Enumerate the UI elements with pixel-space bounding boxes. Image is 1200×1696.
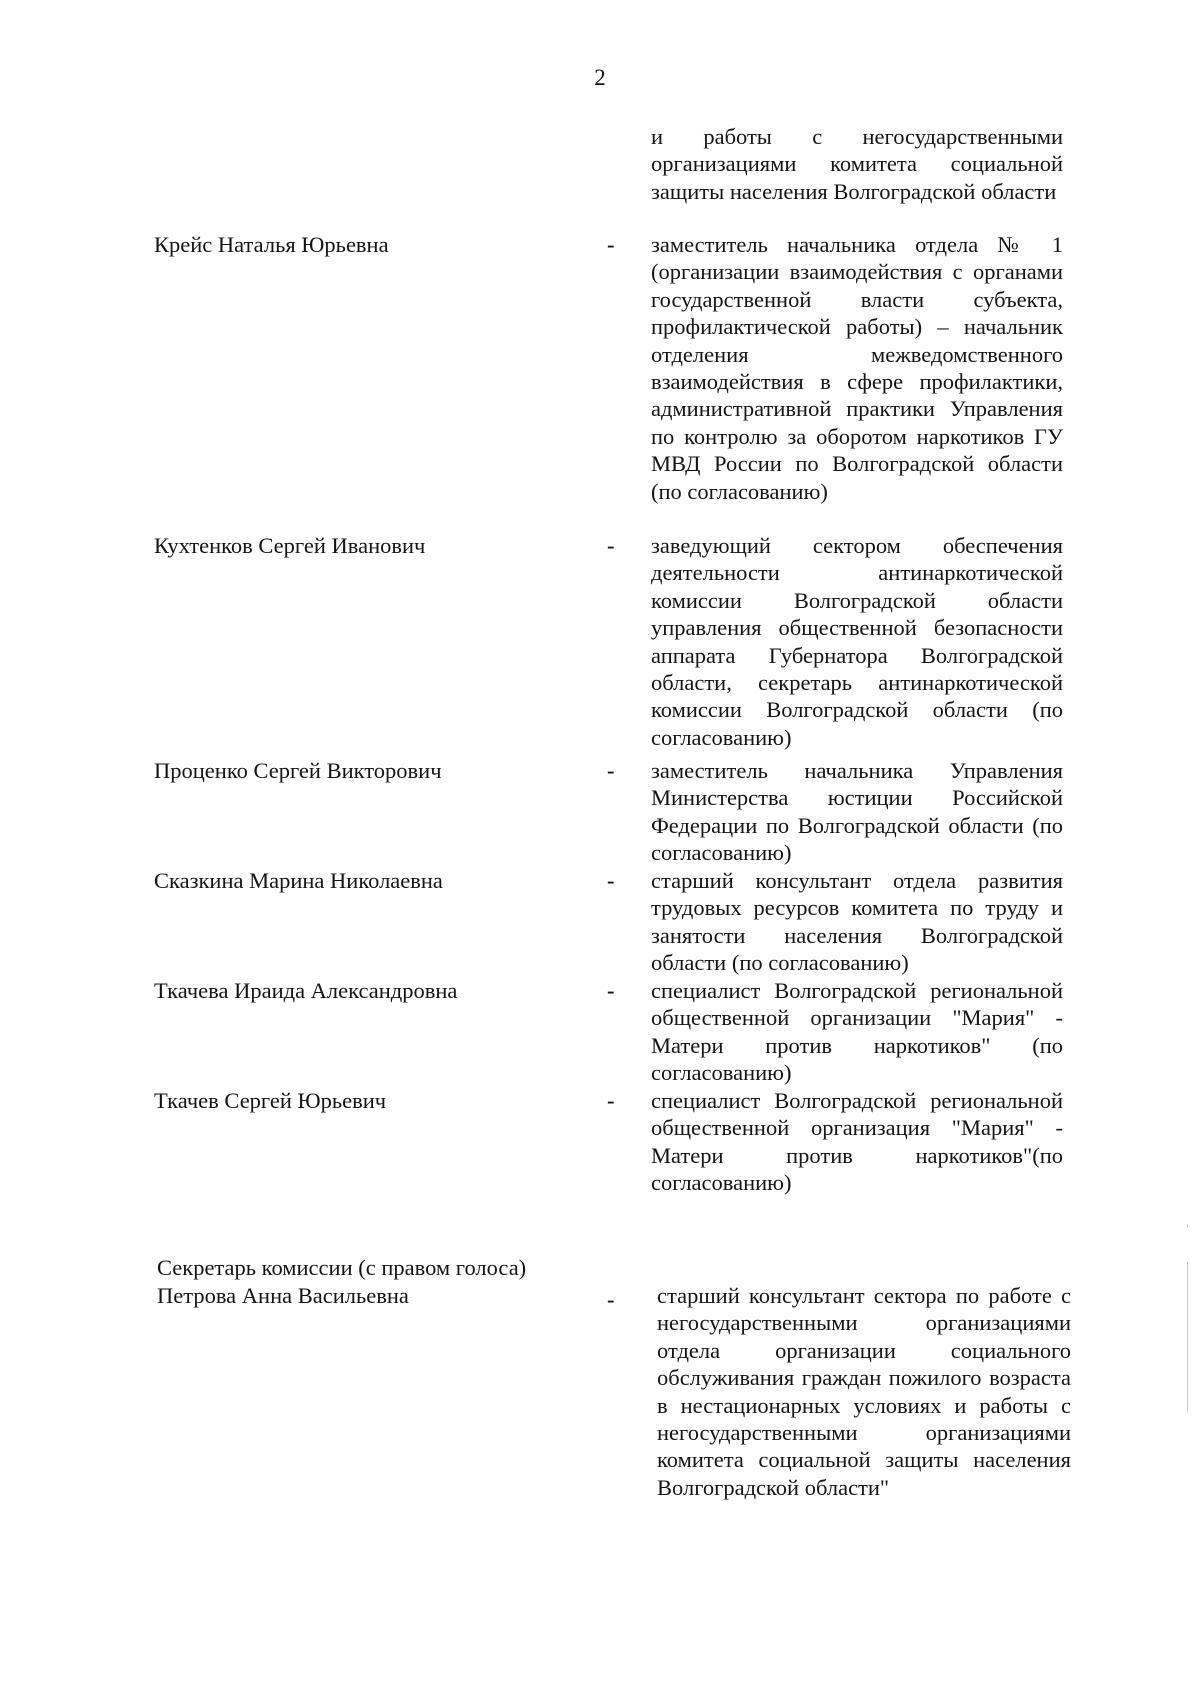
member-name: Кухтенков Сергей Иванович xyxy=(154,533,426,558)
scan-artifact xyxy=(1187,1225,1188,1227)
member-position: специалист Волгоградской региональной общественной организация "Мария" - Матери против наркотиков"(по согласованию) xyxy=(651,1088,1063,1196)
scan-artifact xyxy=(1187,1262,1188,1412)
page-number: 2 xyxy=(594,65,606,90)
member-name: Крейс Наталья Юрьевна xyxy=(154,232,389,257)
dash-separator: - xyxy=(607,232,615,257)
dash-separator: - xyxy=(607,758,615,783)
member-position: специалист Волгоградской региональной общественной организации "Мария" - Матери против наркотиков" (по согласованию) xyxy=(651,978,1063,1086)
dash-separator: - xyxy=(607,1287,615,1312)
dash-separator: - xyxy=(607,533,615,558)
member-name: Сказкина Марина Николаевна xyxy=(154,868,443,893)
dash-separator: - xyxy=(607,1088,615,1113)
member-position: заместитель начальника отдела № 1 (организации взаимодействия с органами государственной власти субъекта, профилактической работы) – начальник отделения межведомственного взаимодействия в сфере профилактики, административной практики Управления по контролю за оборотом наркотиков ГУ МВД России по Волгоградской области (по согласованию) xyxy=(651,232,1063,504)
member-position: заместитель начальника Управления Министерства юстиции Российской Федерации по Волгоградской области (по согласованию) xyxy=(651,758,1063,866)
member-position: старший консультант сектора по работе с негосударственными организациями отдела организации социального обслуживания граждан пожилого возраста в нестационарных условиях и работы с негосударственными организациями комитета социальной защиты населения Волгоградской области" xyxy=(657,1283,1071,1500)
member-name: Ткачева Ираида Александровна xyxy=(154,978,458,1003)
intro-continuation: и работы с негосударственными организациями комитета социальной защиты населения Волгоградской области xyxy=(651,124,1063,204)
member-name: Проценко Сергей Викторович xyxy=(154,758,442,783)
member-name: Петрова Анна Васильевна xyxy=(157,1283,409,1308)
secretary-heading: Секретарь комиссии (с правом голоса) xyxy=(157,1255,527,1280)
member-position: старший консультант отдела развития трудовых ресурсов комитета по труду и занятости населения Волгоградской области (по согласованию) xyxy=(651,868,1063,976)
dash-separator: - xyxy=(607,978,615,1003)
member-position: заведующий сектором обеспечения деятельности антинаркотической комиссии Волгоградской области управления общественной безопасности аппарата Губернатора Волгоградской области, секретарь антинаркотической комиссии Волгоградской области (по согласованию) xyxy=(651,533,1063,750)
member-name: Ткачев Сергей Юрьевич xyxy=(154,1088,387,1113)
dash-separator: - xyxy=(607,868,615,893)
